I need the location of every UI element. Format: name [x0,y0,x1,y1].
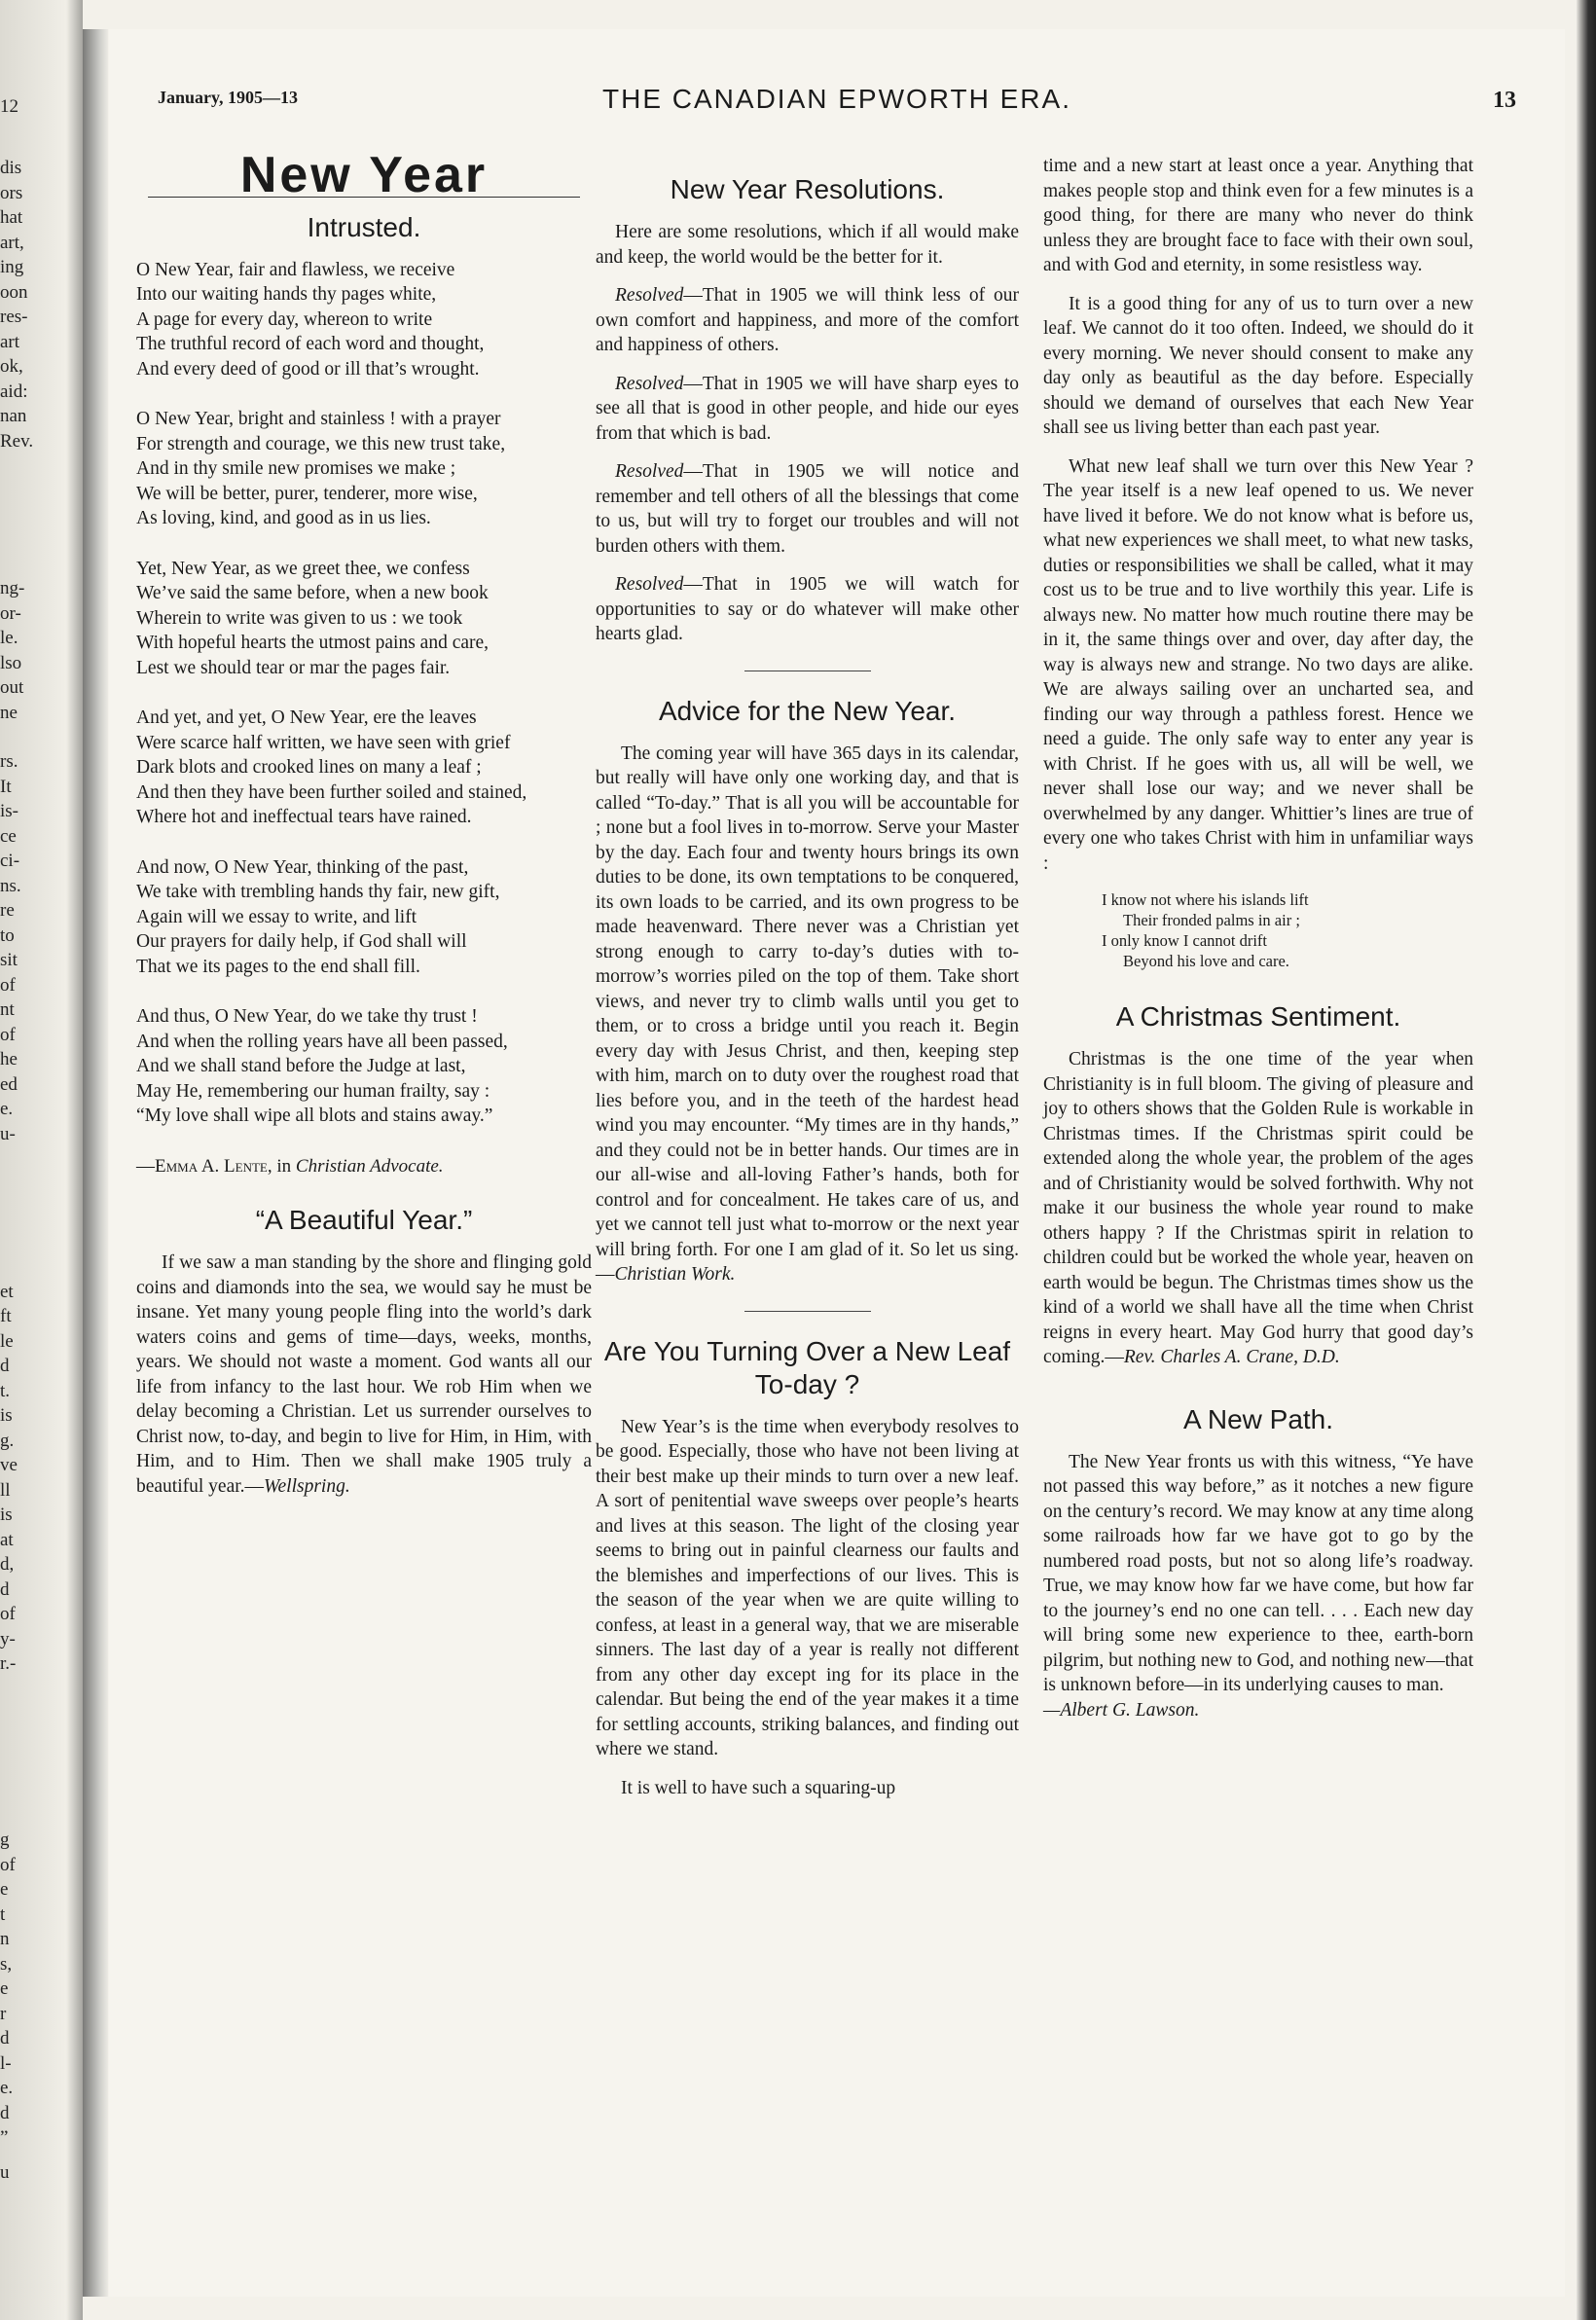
resolutions-intro: Here are some resolutions, which if all would make and keep, the world would be the better for it. [596,222,1019,268]
issue-date: January, 1905—13 [158,88,299,107]
margin-fragment: nan [0,406,27,426]
poem-line: And then they have been further soiled and stained, [136,781,527,803]
poem-line: Wherein to write was given to us : we took [136,607,463,629]
margin-fragment: y- [0,1629,16,1649]
poem-stanza [136,855,592,980]
margin-fragment: n [0,1929,10,1949]
margin-fragment: to [0,925,15,946]
resolution-item [596,572,1019,647]
margin-fragment: s, [0,1954,13,1975]
margin-fragment: rs. [0,751,18,772]
christmas-title: A Christmas Sentiment. [1115,1001,1401,1032]
resolution-item [596,372,1019,447]
margin-fragment: ne [0,703,18,723]
margin-fragment: art, [0,233,24,253]
poem-line: And in thy smile new promises we make ; [136,458,456,479]
poem-stanza [136,407,592,531]
margin-fragment: It [0,777,12,797]
adjacent-page-edge [0,0,83,2320]
margin-fragment: e. [0,1099,14,1119]
verse-line: Beyond his love and care. [1123,952,1289,970]
margin-fragment: l- [0,2053,12,2074]
resolutions-list [596,220,1019,647]
margin-fragment: of [0,975,16,996]
poem-line: Were scarce half written, we have seen with grief [136,732,511,753]
margin-fragment: g. [0,1431,15,1451]
poem-line: Dark blots and crooked lines on many a leaf ; [136,757,482,778]
margin-fragment: ft [0,1306,12,1326]
margin-fragment: r [0,2004,7,2024]
margin-fragment: he [0,1049,18,1069]
margin-fragment: ng- [0,578,25,598]
margin-fragment: ed [0,1074,18,1095]
margin-fragment: oon [0,282,28,303]
poem-line: We’ve said the same before, when a new book [136,583,489,603]
margin-fragment: u- [0,1124,16,1144]
margin-fragment: aid: [0,381,28,402]
turning-p3: It is a good thing for any of us to turn over a new leaf. We cannot do it too often. Indeed, we should do it every morning. We never should consent to make any day only as beautiful as the day before. Especially should we demand of ourselves that each New Year shall see us living better than each past year. [1043,293,1473,438]
margin-fragment: art [0,332,20,352]
margin-fragment: ing [0,257,24,277]
margin-fragment: d [0,1356,10,1376]
margin-fragment: e. [0,2078,14,2098]
beautiful-year-source: Wellspring. [264,1475,350,1497]
margin-fragment: or- [0,603,21,624]
margin-fragment: of [0,1855,16,1875]
poem-line: And when the rolling years have all been passed, [136,1031,508,1052]
margin-fragment: ll [0,1480,11,1501]
resolution-lead: Resolved [615,373,684,394]
resolution-lead: Resolved [615,461,684,482]
attrib-author: Emma A. Lente [155,1155,268,1177]
advice-source: Christian Work. [614,1264,736,1285]
margin-fragment: nt [0,999,15,1020]
poem-line: And now, O New Year, thinking of the past, [136,856,469,878]
margin-fragment: e [0,1978,9,1999]
margin-fragment: ns. [0,876,21,896]
whittier-verse [1102,889,1473,971]
margin-fragment: ci- [0,851,20,871]
poem-line: A page for every day, whereon to write [136,308,433,330]
poem-line: As loving, kind, and good as in us lies. [136,508,431,528]
margin-fragment: of [0,1025,16,1045]
poem-stanza [136,706,592,830]
margin-fragment: t [0,1904,6,1925]
poem-line: For strength and courage, we this new trust take, [136,433,506,454]
attrib-source: Christian Advocate. [295,1155,444,1177]
poem-line: May He, remembering our human frailty, say : [136,1080,490,1102]
poem-line: “My love shall wipe all blots and stains away.” [136,1106,493,1126]
margin-fragment: Rev. [0,431,34,452]
resolution-lead: Resolved [615,285,684,306]
resolution-text: —That in 1905 we will think less of our own comfort and happiness, and more of the comfort and happiness of others. [596,285,1019,355]
verse-line: I only know I cannot drift [1102,931,1268,950]
margin-fragment: is [0,1405,13,1426]
margin-fragment: ok, [0,356,23,377]
christmas-body: Christmas is the one time of the year when Christianity is in full bloom. The giving of pleasure and joy to others shows that the Golden Rule is workable in Christmas times. If the Christmas spirit could be extended along the whole year, the problem of the ages and of Christianity would be solved forthwith. Why not make it our business the whole year round to make others happy ? If the Christmas spirit in relation to children could but be worked the whole year, heaven on earth would be begun. The Christmas times show us the kind of a world we shall have all the time when Christ reigns in every heart. May God hurry that good day’s coming.— [1043,1049,1473,1367]
poem-line: That we its pages to the end shall fill. [136,956,420,977]
margin-fragment: d [0,2103,10,2123]
margin-fragment: et [0,1282,14,1302]
poem-line: Into our waiting hands thy pages white, [136,284,437,305]
column-1 [136,147,592,1512]
resolution-item [596,283,1019,358]
margin-fragment: res- [0,307,28,327]
new-path-source [1043,1698,1473,1723]
resolution-item [596,459,1019,559]
new-path-source-text: —Albert G. Lawson. [1043,1699,1200,1721]
beautiful-year-title: “A Beautiful Year.” [255,1205,473,1235]
margin-fragment: 12 [0,96,18,117]
margin-fragment: is- [0,801,18,821]
poem-stanza [136,557,592,681]
poem-line: Where hot and ineffectual tears have rained. [136,807,472,827]
margin-fragment: sit [0,950,18,970]
poem-line: Yet, New Year, as we greet thee, we confess [136,558,470,579]
margin-fragment: at [0,1530,14,1550]
margin-fragment: r.- [0,1653,17,1674]
poem-line: Our prayers for daily help, if God shall will [136,931,467,952]
margin-fragment: t. [0,1381,11,1401]
attrib-in: , in [267,1155,296,1177]
turning-p1: New Year’s is the time when everybody resolves to be good. Especially, those who have not been living at their best make up their minds to turn over a new leaf. A sort of penitential wave sweeps over people’s hearts and lives at this season. The light of the closing year seems to bring out in painful clearness our faults and the blemishes and imperfections of our lives. This is the season of the year when we are quite willing to confess, at least in a general way, that we are miserable sinners. The last day of a year is really not different from any other day except ing for its place in the calendar. But being the end of the year makes it a time for settling accounts, striking balances, and finding out where we stand. [596,1416,1019,1759]
new-path-title: A New Path. [1182,1403,1334,1434]
beautiful-year-body: If we saw a man standing by the shore and flinging gold coins and diamonds into the sea, we would say he must be insane. Yet many young people fling into the world’s dark waters coins and gems of time—days, weeks, months, years. We should not waste a moment. God wants all our life from infancy to the last hour. We rob Him when we delay becoming a Christian. Let us surrender ourselves to Christ now, to-day, and begin to live for Him, in Him, with Him, and to Him. Then we shall make 1905 truly a beautiful year.— [136,1252,592,1497]
poem-line: And every deed of good or ill that’s wrought. [136,358,480,380]
beautiful-year-text [136,1251,592,1499]
poem-line: O New Year, bright and stainless ! with a prayer [136,409,501,429]
poem-stanza [136,1004,592,1129]
turning-p4: What new leaf shall we turn over this New Year ? The year itself is a new leaf opened to us. We never have lived it before. We do not know what is before us, what new experiences we shall meet, to what new tasks, duties or responsibilities we shall be called, what it may cost us to be true and to live worthily this year. Life is always new. No matter how much routine there may be in it, the same things over and over, day after day, the way is always new and strange. No two days are alike. We are always sailing over an uncharted sea, and finding our way through a pathless forest. Hence we need a guide. The only safe way to enter any year is with Christ. If he goes with us, all will be well, we never shall lose our way; and we never shall be overwhelmed by any danger. Whittier’s lines are true of every one who takes Christ with him in unfamiliar ways : [1043,455,1473,874]
advice-body: The coming year will have 365 days in its calendar, but really will have only one working day, and that is called “To-day.” That is all you will be accountable for ; none but a fool lives in to-morrow. Serve your Master by the day. Each four and twenty hours brings its own duties to be done, its own temptations to be conquered, its own loads to be carried, and its own progress to be made heavenward. There never was a Christian yet strong enough to carry to-day’s duties with to-morrow’s worries piled on the top of them. Take short views, and never try to climb walls until you get to them, or to cross a bridge until you reach it. Begin every day with Jesus Christ, and then, keeping step with him, march on to duty over the roughest road that lies before you, and in the teeth of the hardest head wind you may encounter. “My times are in thy hands,” and they could not be in better hands. Our times are in our all-wise and all-loving Father’s hands, both for control and for concealment. He takes care of us, and yet we cannot tell just what to-morrow or the next year will bring forth. For one I am glad of it. So let us sing.— [596,743,1019,1285]
margin-fragment: lso [0,653,22,673]
margin-fragment: ve [0,1455,18,1475]
poem-stanza [136,258,592,382]
resolution-lead: Resolved [615,574,684,595]
advice-title: Advice for the New Year. [658,695,957,726]
right-page-edge [1577,0,1596,2320]
poem-line: Again will we essay to write, and lift [136,906,417,927]
margin-fragment: out [0,677,24,698]
poem-line: O New Year, fair and flawless, we receive [136,259,455,280]
poem-line: With hopeful hearts the utmost pains and care, [136,633,490,653]
poem-attribution [136,1154,592,1179]
margin-fragment: ” [0,2127,9,2148]
margin-fragment: d [0,1579,10,1600]
poem-title: Intrusted. [307,211,421,242]
column-2 [596,156,1078,1814]
poem-line: Lest we should tear or mar the pages fair. [136,657,451,678]
running-header [109,29,1565,114]
margin-fragment: is [0,1504,13,1525]
margin-fragment: e [0,1879,9,1900]
poem-line: We will be better, purer, tenderer, more wise, [136,483,478,504]
new-path-text: The New Year fronts us with this witness, “Ye have not passed this way before,” as it notches a new figure on the century’s record. We may know at any time along some railroads how far we have got to go by the numbered road posts, but not so along life’s roadway. True, we may know how far we have come, but how far to the journey’s end no one can tell. . . . Each new day will bring some new experience to thee, earth-born pilgrim, but nothing new to God, and nothing new—that is unknown before—in its underlying causes to man. [1043,1451,1473,1695]
margin-fragment: g [0,1830,10,1850]
column-3 [1043,154,1573,1722]
page-number: 13 [1493,88,1516,113]
christmas-text [1043,1047,1473,1370]
margin-fragment: d [0,2028,10,2048]
margin-fragment: hat [0,207,23,228]
attrib-dash: — [136,1155,155,1177]
resolutions-title: New Year Resolutions. [670,174,945,204]
binding-shadow [83,29,108,2297]
margin-fragment: ors [0,183,23,203]
turning-title: Are You Turning Over a New Leaf To-day ? [603,1335,1011,1399]
section-divider [744,1311,871,1312]
resolution-text: —That in 1905 we will have sharp eyes to see all that is good in other people, and hide our eyes from that which is bad. [596,373,1019,444]
christmas-source: Rev. Charles A. Crane, D.D. [1123,1347,1340,1367]
resolution-text: —That in 1905 we will watch for opportunities to say or do whatever will make other hearts glad. [596,574,1019,644]
advice-text [596,742,1019,1287]
poem-line: We take with trembling hands thy fair, new gift, [136,882,500,902]
resolution-text: —That in 1905 we will notice and remember and tell others of all the blessings that come to us, but will try to forget our troubles and will not burden others with them. [596,461,1019,557]
margin-fragment: ce [0,826,17,847]
section-masthead: New Year [239,147,489,203]
poem-line: And we shall stand before the Judge at last, [136,1056,466,1076]
poem-intrusted [136,258,592,1129]
turning-p2-start: It is well to have such a squaring-up [621,1777,896,1798]
publication-title: THE CANADIAN EPWORTH ERA. [602,84,1071,114]
margin-fragment: le [0,1331,14,1352]
poem-line: And yet, and yet, O New Year, ere the leaves [136,707,477,728]
margin-fragment: u [0,2162,10,2183]
margin-fragment: re [0,900,15,921]
margin-fragment: d, [0,1554,15,1575]
poem-line: And thus, O New Year, do we take thy trust ! [136,1006,478,1027]
margin-fragment: of [0,1604,16,1624]
margin-fragment: le. [0,628,18,648]
turning-p2-cont: time and a new start at least once a year. Anything that makes people stop and think even for a few minutes is a good thing, for there are many who never do think unless they are brought face to face with their own soul, and with God and eternity, in some resistless way. [1043,156,1473,275]
poem-line: The truthful record of each word and thought, [136,334,485,354]
verse-line: I know not where his islands lift [1102,890,1309,909]
newspaper-page [109,29,1565,2297]
margin-fragment: dis [0,158,22,178]
verse-line: Their fronded palms in air ; [1123,911,1300,929]
